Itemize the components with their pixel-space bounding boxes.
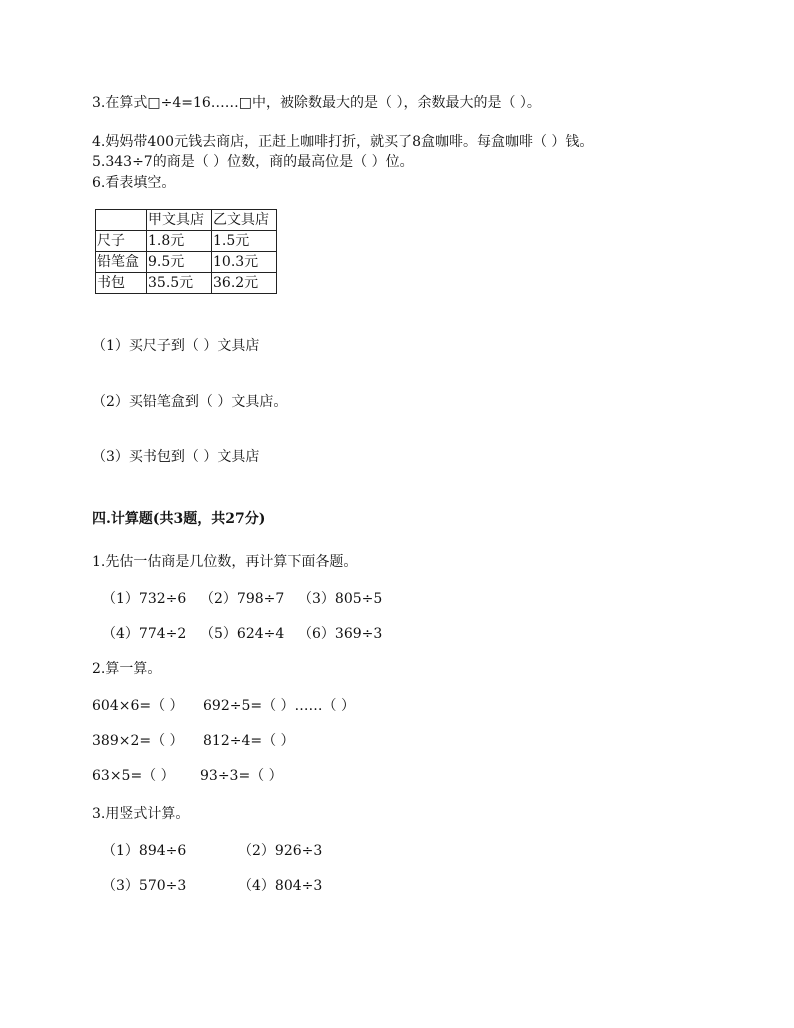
sub-question-3: （3）买书包到（ ）文具店 [92, 449, 260, 465]
table-cell: 35.5元 [147, 273, 212, 294]
table-header-cell: 甲文具店 [147, 210, 212, 231]
calc-item: （5）624÷4 [200, 626, 285, 642]
question-5: 5.343÷7的商是（ ）位数，商的最高位是（ ）位。 [92, 154, 414, 170]
sub-question-2: （2）买铅笔盒到（ ）文具店。 [92, 394, 288, 410]
table-cell: 1.5元 [212, 231, 277, 252]
calc-item: （4）774÷2 [102, 626, 187, 642]
table-row [96, 273, 277, 294]
question-3: 3.在算式□÷4=16……□中，被除数最大的是（ ），余数最大的是（ ）。 [92, 95, 541, 111]
table-cell: 36.2元 [212, 273, 277, 294]
calc-item: 389×2=（ ） [92, 733, 184, 749]
table-cell: 尺子 [96, 231, 147, 252]
calc-item: 63×5=（ ） [92, 768, 175, 784]
table-cell: 9.5元 [147, 252, 212, 273]
calc-item: （2）926÷3 [238, 843, 323, 859]
sub-question-1: （1）买尺子到（ ）文具店 [92, 338, 260, 354]
table-cell: 铅笔盒 [96, 252, 147, 273]
table-cell: 书包 [96, 273, 147, 294]
calc-item: （2）798÷7 [200, 591, 285, 607]
calc-question-2: 2.算一算。 [92, 661, 162, 677]
table-row [96, 252, 277, 273]
calc-item: （3）570÷3 [102, 878, 187, 894]
table-cell: 1.8元 [147, 231, 212, 252]
calc-item: 692÷5=（ ）……（ ） [203, 698, 355, 714]
question-4: 4.妈妈带400元钱去商店，正赶上咖啡打折，就买了8盒咖啡。每盒咖啡（ ）钱。 [92, 134, 594, 150]
table-header-cell [96, 210, 147, 231]
calc-item: 93÷3=（ ） [200, 768, 283, 784]
table-cell: 10.3元 [212, 252, 277, 273]
table-header-cell: 乙文具店 [212, 210, 277, 231]
calc-item: （4）804÷3 [238, 878, 323, 894]
question-6: 6.看表填空。 [92, 175, 176, 191]
calc-question-3: 3.用竖式计算。 [92, 806, 190, 822]
calc-item: 604×6=（ ） [92, 698, 184, 714]
calc-item: （1）894÷6 [102, 843, 187, 859]
calc-item: （1）732÷6 [102, 591, 187, 607]
section-title: 四.计算题(共3题，共27分) [92, 511, 266, 527]
calc-item: （6）369÷3 [298, 626, 383, 642]
table-row [96, 231, 277, 252]
calc-item: 812÷4=（ ） [203, 733, 295, 749]
calc-item: （3）805÷5 [298, 591, 383, 607]
calc-question-1: 1.先估一估商是几位数，再计算下面各题。 [92, 554, 358, 570]
table-header-row [96, 210, 277, 231]
price-table [95, 209, 277, 294]
